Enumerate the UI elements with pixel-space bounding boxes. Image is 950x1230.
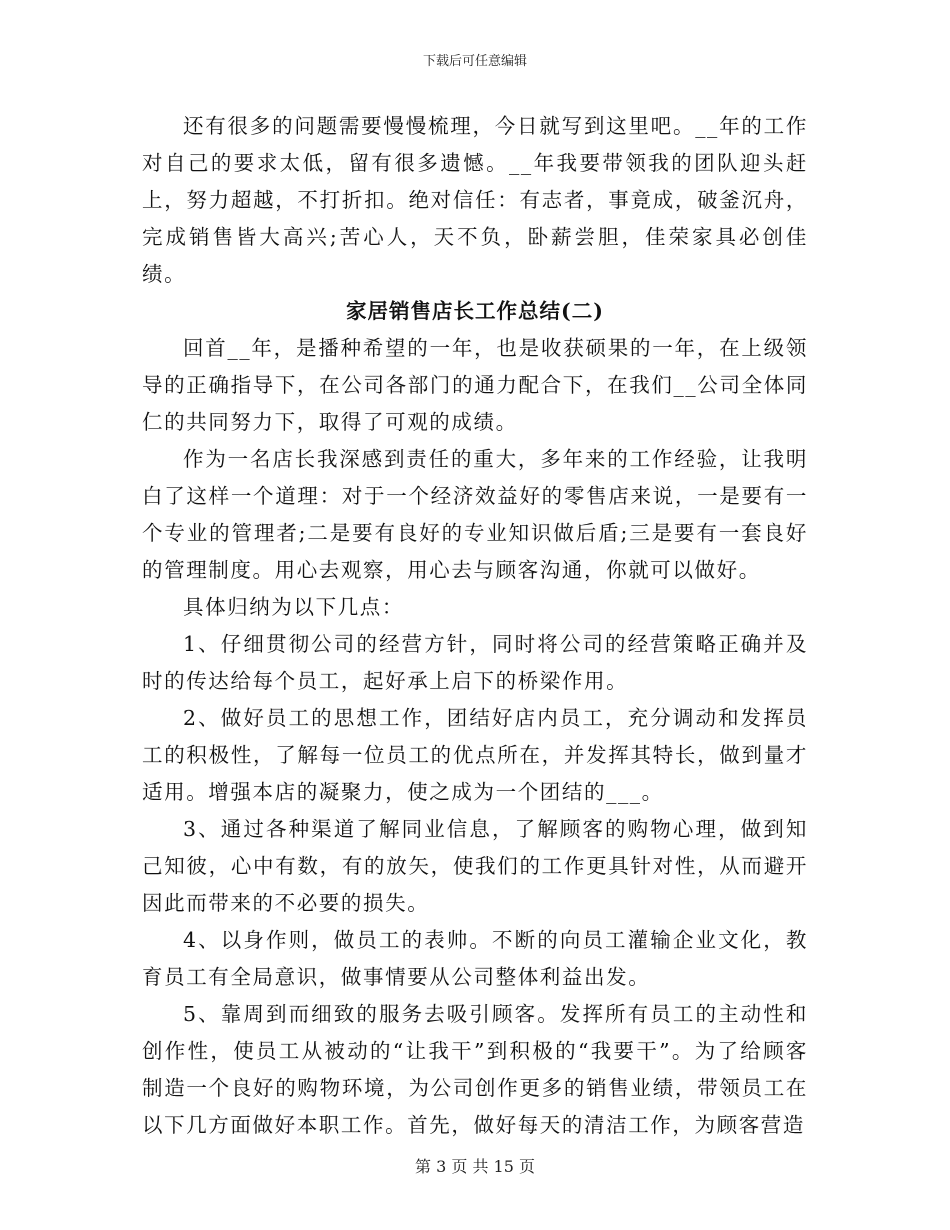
list-item-paragraph: 4、以身作则，做员工的表帅。不断的向员工灌输企业文化，教育员工有全局意识，做事情要从公司整体利益出发。: [142, 928, 808, 989]
document-body: [142, 108, 808, 1144]
page-number: 第 3 页 共 15 页: [415, 1157, 535, 1176]
list-item-paragraph: 2、做好员工的思想工作，团结好店内员工，充分调动和发挥员工的积极性，了解每一位员工的优点所在，并发挥其特长，做到量才适用。增强本店的凝聚力，使之成为一个团结的___。: [142, 706, 808, 804]
paragraph: 回首__年，是播种希望的一年，也是收获硕果的一年，在上级领导的正确指导下，在公司各部门的通力配合下，在我们__公司全体同仁的共同努力下，取得了可观的成绩。: [142, 336, 808, 434]
section-title: 家居销售店长工作总结(二): [346, 299, 604, 323]
list-item-paragraph: 5、靠周到而细致的服务去吸引顾客。发挥所有员工的主动性和创作性，使员工从被动的“让我干”到积极的“我要干”。为了给顾客制造一个良好的购物环境，为公司创作更多的销售业绩，带领员工在以下几方面做好本职工作。首先，做好每天的清洁工作，为顾客营造: [142, 1002, 808, 1137]
list-item-paragraph: 1、仔细贯彻公司的经营方针，同时将公司的经营策略正确并及时的传达给每个员工，起好承上启下的桥梁作用。: [142, 632, 808, 693]
intro-paragraph: 还有很多的问题需要慢慢梳理，今日就写到这里吧。__年的工作对自己的要求太低，留有很多遗憾。__年我要带领我的团队迎头赶上，努力超越，不打折扣。绝对信任：有志者，事竟成，破釜沉舟，完成销售皆大高兴;苦心人，天不负，卧薪尝胆，佳荣家具必创佳绩。: [142, 114, 808, 286]
paragraph: 作为一名店长我深感到责任的重大，多年来的工作经验，让我明白了这样一个道理：对于一个经济效益好的零售店来说，一是要有一个专业的管理者;二是要有良好的专业知识做后盾;三是要有一套良好的管理制度。用心去观察，用心去与顾客沟通，你就可以做好。: [142, 447, 808, 582]
list-item-paragraph: 3、通过各种渠道了解同业信息，了解顾客的购物心理，做到知己知彼，心中有数，有的放矢，使我们的工作更具针对性，从而避开因此而带来的不必要的损失。: [142, 817, 808, 915]
paragraph: 具体归纳为以下几点：: [183, 595, 404, 619]
page-header-note: 下载后可任意编辑: [422, 54, 527, 69]
